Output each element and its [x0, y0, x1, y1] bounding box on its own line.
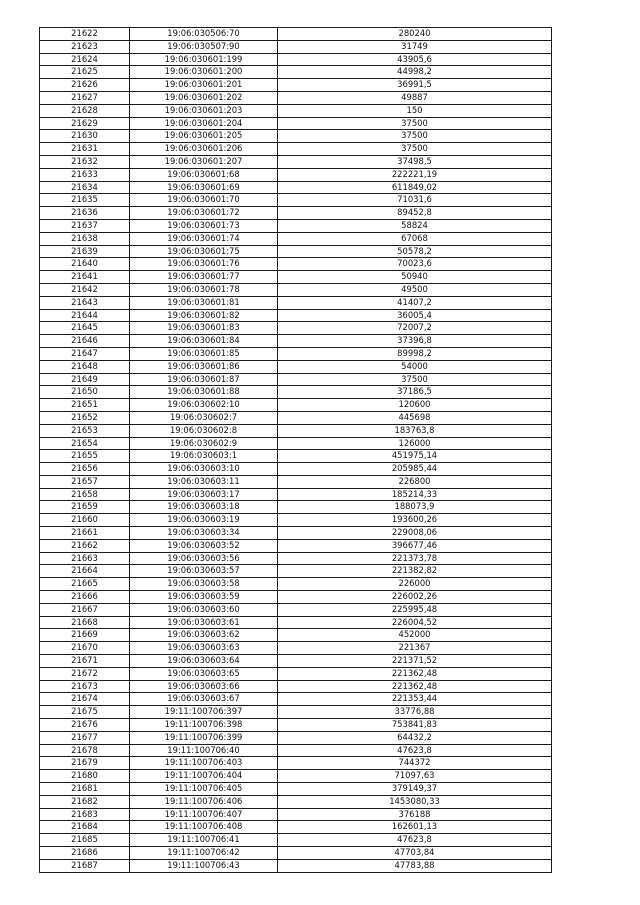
row-number-cell: 21648 — [40, 360, 130, 373]
value-cell: 67068 — [278, 232, 552, 245]
row-number-cell: 21652 — [40, 411, 130, 424]
table-row — [40, 373, 552, 386]
table-row — [40, 245, 552, 258]
cadastral-number-cell: 19:06:030601:200 — [130, 66, 278, 79]
table-row — [40, 53, 552, 66]
value-cell: 226000 — [278, 578, 552, 591]
cadastral-number-cell: 19:11:100706:403 — [130, 757, 278, 770]
table-row — [40, 463, 552, 476]
cadastral-number-cell: 19:11:100706:404 — [130, 770, 278, 783]
row-number-cell: 21649 — [40, 373, 130, 386]
row-number-cell: 21642 — [40, 283, 130, 296]
row-number-cell: 21670 — [40, 642, 130, 655]
value-cell: 183763,8 — [278, 424, 552, 437]
cadastral-number-cell: 19:06:030603:18 — [130, 501, 278, 514]
table-row — [40, 770, 552, 783]
row-number-cell: 21651 — [40, 399, 130, 412]
value-cell: 47623,8 — [278, 744, 552, 757]
row-number-cell: 21668 — [40, 616, 130, 629]
row-number-cell: 21662 — [40, 539, 130, 552]
cadastral-number-cell: 19:11:100706:40 — [130, 744, 278, 757]
row-number-cell: 21681 — [40, 783, 130, 796]
row-number-cell: 21644 — [40, 309, 130, 322]
value-cell: 226800 — [278, 475, 552, 488]
table-row — [40, 66, 552, 79]
cadastral-number-cell: 19:11:100706:407 — [130, 808, 278, 821]
cadastral-number-cell: 19:06:030603:63 — [130, 642, 278, 655]
row-number-cell: 21638 — [40, 232, 130, 245]
table-row — [40, 258, 552, 271]
row-number-cell: 21626 — [40, 79, 130, 92]
table-row — [40, 232, 552, 245]
row-number-cell: 21625 — [40, 66, 130, 79]
row-number-cell: 21678 — [40, 744, 130, 757]
value-cell: 44998,2 — [278, 66, 552, 79]
row-number-cell: 21676 — [40, 719, 130, 732]
table-row — [40, 552, 552, 565]
row-number-cell: 21671 — [40, 655, 130, 668]
row-number-cell: 21667 — [40, 603, 130, 616]
table-row — [40, 847, 552, 860]
table-row — [40, 104, 552, 117]
value-cell: 54000 — [278, 360, 552, 373]
table-row — [40, 219, 552, 232]
cadastral-number-cell: 19:06:030603:17 — [130, 488, 278, 501]
table-row — [40, 744, 552, 757]
value-cell: 452000 — [278, 629, 552, 642]
table-row — [40, 808, 552, 821]
cadastral-number-cell: 19:11:100706:397 — [130, 706, 278, 719]
cadastral-number-cell: 19:11:100706:408 — [130, 821, 278, 834]
row-number-cell: 21686 — [40, 847, 130, 860]
row-number-cell: 21623 — [40, 40, 130, 53]
table-row — [40, 143, 552, 156]
cadastral-number-cell: 19:06:030603:60 — [130, 603, 278, 616]
row-number-cell: 21641 — [40, 271, 130, 284]
row-number-cell: 21633 — [40, 168, 130, 181]
value-cell: 185214,33 — [278, 488, 552, 501]
value-cell: 221362,48 — [278, 680, 552, 693]
value-cell: 611849,02 — [278, 181, 552, 194]
row-number-cell: 21622 — [40, 28, 130, 41]
row-number-cell: 21655 — [40, 450, 130, 463]
cadastral-number-cell: 19:06:030601:201 — [130, 79, 278, 92]
cadastral-number-cell: 19:06:030601:76 — [130, 258, 278, 271]
row-number-cell: 21665 — [40, 578, 130, 591]
cadastral-number-cell: 19:06:030601:69 — [130, 181, 278, 194]
value-cell: 221353,44 — [278, 693, 552, 706]
cadastral-number-cell: 19:06:030602:8 — [130, 424, 278, 437]
table-row — [40, 706, 552, 719]
cadastral-number-cell: 19:06:030601:78 — [130, 283, 278, 296]
cadastral-number-cell: 19:06:030603:56 — [130, 552, 278, 565]
row-number-cell: 21647 — [40, 347, 130, 360]
table-row — [40, 821, 552, 834]
value-cell: 31749 — [278, 40, 552, 53]
cadastral-number-cell: 19:06:030601:72 — [130, 207, 278, 220]
row-number-cell: 21677 — [40, 731, 130, 744]
cadastral-number-cell: 19:06:030603:1 — [130, 450, 278, 463]
cadastral-number-cell: 19:06:030601:77 — [130, 271, 278, 284]
row-number-cell: 21657 — [40, 475, 130, 488]
value-cell: 71097,63 — [278, 770, 552, 783]
cadastral-number-cell: 19:06:030601:207 — [130, 155, 278, 168]
value-cell: 744372 — [278, 757, 552, 770]
table-row — [40, 117, 552, 130]
table-row — [40, 283, 552, 296]
table-row — [40, 719, 552, 732]
table-row — [40, 360, 552, 373]
cadastral-number-cell: 19:06:030603:57 — [130, 565, 278, 578]
value-cell: 72007,2 — [278, 322, 552, 335]
row-number-cell: 21672 — [40, 667, 130, 680]
table-row — [40, 731, 552, 744]
cadastral-number-cell: 19:06:030601:85 — [130, 347, 278, 360]
row-number-cell: 21650 — [40, 386, 130, 399]
value-cell: 37186,5 — [278, 386, 552, 399]
cadastral-number-cell: 19:11:100706:406 — [130, 795, 278, 808]
cadastral-number-cell: 19:11:100706:405 — [130, 783, 278, 796]
value-cell: 70023,6 — [278, 258, 552, 271]
value-cell: 396677,46 — [278, 539, 552, 552]
cadastral-number-cell: 19:06:030601:75 — [130, 245, 278, 258]
row-number-cell: 21654 — [40, 437, 130, 450]
table-row — [40, 40, 552, 53]
value-cell: 280240 — [278, 28, 552, 41]
row-number-cell: 21639 — [40, 245, 130, 258]
row-number-cell: 21653 — [40, 424, 130, 437]
cadastral-number-cell: 19:06:030602:9 — [130, 437, 278, 450]
table-row — [40, 79, 552, 92]
value-cell: 36005,4 — [278, 309, 552, 322]
value-cell: 188073,9 — [278, 501, 552, 514]
cadastral-number-cell: 19:06:030601:203 — [130, 104, 278, 117]
row-number-cell: 21687 — [40, 859, 130, 872]
value-cell: 226004,52 — [278, 616, 552, 629]
value-cell: 221373,78 — [278, 552, 552, 565]
cadastral-number-cell: 19:11:100706:43 — [130, 859, 278, 872]
table-row — [40, 386, 552, 399]
row-number-cell: 21674 — [40, 693, 130, 706]
cadastral-number-cell: 19:06:030603:34 — [130, 527, 278, 540]
value-cell: 89452,8 — [278, 207, 552, 220]
table-row — [40, 488, 552, 501]
table-row — [40, 450, 552, 463]
value-cell: 49500 — [278, 283, 552, 296]
cadastral-number-cell: 19:06:030601:70 — [130, 194, 278, 207]
row-number-cell: 21627 — [40, 91, 130, 104]
cadastral-number-cell: 19:06:030603:58 — [130, 578, 278, 591]
value-cell: 33776,88 — [278, 706, 552, 719]
table-row — [40, 565, 552, 578]
row-number-cell: 21684 — [40, 821, 130, 834]
value-cell: 221367 — [278, 642, 552, 655]
table-row — [40, 859, 552, 872]
cadastral-number-cell: 19:06:030603:11 — [130, 475, 278, 488]
value-cell: 71031,6 — [278, 194, 552, 207]
row-number-cell: 21679 — [40, 757, 130, 770]
value-cell: 41407,2 — [278, 296, 552, 309]
table-row — [40, 616, 552, 629]
row-number-cell: 21660 — [40, 514, 130, 527]
cadastral-number-cell: 19:06:030603:10 — [130, 463, 278, 476]
value-cell: 89998,2 — [278, 347, 552, 360]
table-row — [40, 271, 552, 284]
value-cell: 37500 — [278, 117, 552, 130]
value-cell: 50940 — [278, 271, 552, 284]
cadastral-number-cell: 19:06:030603:65 — [130, 667, 278, 680]
row-number-cell: 21673 — [40, 680, 130, 693]
row-number-cell: 21661 — [40, 527, 130, 540]
row-number-cell: 21630 — [40, 130, 130, 143]
cadastral-number-cell: 19:06:030602:7 — [130, 411, 278, 424]
cadastral-number-cell: 19:06:030603:66 — [130, 680, 278, 693]
value-cell: 226002,26 — [278, 591, 552, 604]
cadastral-number-cell: 19:06:030601:82 — [130, 309, 278, 322]
value-cell: 37498,5 — [278, 155, 552, 168]
cadastral-value-table — [39, 27, 552, 873]
table-row — [40, 130, 552, 143]
value-cell: 43905,6 — [278, 53, 552, 66]
row-number-cell: 21680 — [40, 770, 130, 783]
row-number-cell: 21656 — [40, 463, 130, 476]
row-number-cell: 21664 — [40, 565, 130, 578]
value-cell: 229008,06 — [278, 527, 552, 540]
value-cell: 225995,48 — [278, 603, 552, 616]
cadastral-number-cell: 19:11:100706:398 — [130, 719, 278, 732]
cadastral-number-cell: 19:06:030506:70 — [130, 28, 278, 41]
table-row — [40, 194, 552, 207]
cadastral-number-cell: 19:06:030603:59 — [130, 591, 278, 604]
row-number-cell: 21637 — [40, 219, 130, 232]
table-row — [40, 642, 552, 655]
cadastral-number-cell: 19:06:030601:202 — [130, 91, 278, 104]
cadastral-number-cell: 19:06:030603:19 — [130, 514, 278, 527]
table-row — [40, 578, 552, 591]
value-cell: 379149,37 — [278, 783, 552, 796]
value-cell: 47703,84 — [278, 847, 552, 860]
table-row — [40, 28, 552, 41]
table-row — [40, 501, 552, 514]
value-cell: 58824 — [278, 219, 552, 232]
table-row — [40, 539, 552, 552]
cadastral-number-cell: 19:06:030601:84 — [130, 335, 278, 348]
cadastral-number-cell: 19:06:030507:90 — [130, 40, 278, 53]
table-row — [40, 437, 552, 450]
cadastral-number-cell: 19:06:030603:62 — [130, 629, 278, 642]
row-number-cell: 21675 — [40, 706, 130, 719]
table-row — [40, 834, 552, 847]
cadastral-number-cell: 19:06:030603:64 — [130, 655, 278, 668]
value-cell: 37500 — [278, 130, 552, 143]
value-cell: 120600 — [278, 399, 552, 412]
cadastral-number-cell: 19:06:030603:67 — [130, 693, 278, 706]
row-number-cell: 21635 — [40, 194, 130, 207]
table-body — [40, 28, 552, 873]
table-row — [40, 296, 552, 309]
cadastral-number-cell: 19:06:030601:87 — [130, 373, 278, 386]
value-cell: 47623,8 — [278, 834, 552, 847]
row-number-cell: 21682 — [40, 795, 130, 808]
row-number-cell: 21685 — [40, 834, 130, 847]
value-cell: 221382,82 — [278, 565, 552, 578]
row-number-cell: 21669 — [40, 629, 130, 642]
value-cell: 753841,83 — [278, 719, 552, 732]
cadastral-number-cell: 19:06:030601:81 — [130, 296, 278, 309]
value-cell: 451975,14 — [278, 450, 552, 463]
cadastral-number-cell: 19:06:030603:61 — [130, 616, 278, 629]
table-row — [40, 475, 552, 488]
table-row — [40, 629, 552, 642]
value-cell: 50578,2 — [278, 245, 552, 258]
row-number-cell: 21658 — [40, 488, 130, 501]
table-row — [40, 655, 552, 668]
table-row — [40, 91, 552, 104]
table-row — [40, 411, 552, 424]
value-cell: 47783,88 — [278, 859, 552, 872]
row-number-cell: 21632 — [40, 155, 130, 168]
cadastral-number-cell: 19:11:100706:399 — [130, 731, 278, 744]
table-row — [40, 155, 552, 168]
value-cell: 37500 — [278, 143, 552, 156]
cadastral-number-cell: 19:06:030602:10 — [130, 399, 278, 412]
table-row — [40, 667, 552, 680]
row-number-cell: 21643 — [40, 296, 130, 309]
row-number-cell: 21683 — [40, 808, 130, 821]
row-number-cell: 21640 — [40, 258, 130, 271]
value-cell: 445698 — [278, 411, 552, 424]
value-cell: 150 — [278, 104, 552, 117]
value-cell: 221362,48 — [278, 667, 552, 680]
cadastral-number-cell: 19:06:030601:206 — [130, 143, 278, 156]
row-number-cell: 21631 — [40, 143, 130, 156]
cadastral-number-cell: 19:06:030601:205 — [130, 130, 278, 143]
value-cell: 37396,8 — [278, 335, 552, 348]
row-number-cell: 21666 — [40, 591, 130, 604]
table-row — [40, 514, 552, 527]
value-cell: 37500 — [278, 373, 552, 386]
value-cell: 221371,52 — [278, 655, 552, 668]
table-row — [40, 335, 552, 348]
row-number-cell: 21634 — [40, 181, 130, 194]
cadastral-number-cell: 19:06:030601:74 — [130, 232, 278, 245]
table-row — [40, 399, 552, 412]
row-number-cell: 21636 — [40, 207, 130, 220]
table-row — [40, 347, 552, 360]
table-row — [40, 591, 552, 604]
cadastral-number-cell: 19:06:030601:83 — [130, 322, 278, 335]
row-number-cell: 21629 — [40, 117, 130, 130]
cadastral-number-cell: 19:11:100706:41 — [130, 834, 278, 847]
cadastral-number-cell: 19:06:030601:86 — [130, 360, 278, 373]
row-number-cell: 21645 — [40, 322, 130, 335]
value-cell: 222221,19 — [278, 168, 552, 181]
value-cell: 193600,26 — [278, 514, 552, 527]
cadastral-number-cell: 19:06:030601:204 — [130, 117, 278, 130]
table-row — [40, 322, 552, 335]
value-cell: 376188 — [278, 808, 552, 821]
value-cell: 36991,5 — [278, 79, 552, 92]
row-number-cell: 21624 — [40, 53, 130, 66]
cadastral-number-cell: 19:06:030601:68 — [130, 168, 278, 181]
cadastral-number-cell: 19:06:030601:73 — [130, 219, 278, 232]
table-row — [40, 181, 552, 194]
cadastral-number-cell: 19:06:030601:88 — [130, 386, 278, 399]
table-row — [40, 424, 552, 437]
cadastral-number-cell: 19:06:030603:52 — [130, 539, 278, 552]
value-cell: 162601,13 — [278, 821, 552, 834]
value-cell: 126000 — [278, 437, 552, 450]
value-cell: 49887 — [278, 91, 552, 104]
table-row — [40, 783, 552, 796]
table-row — [40, 795, 552, 808]
table-row — [40, 168, 552, 181]
table-row — [40, 309, 552, 322]
table-row — [40, 603, 552, 616]
row-number-cell: 21663 — [40, 552, 130, 565]
row-number-cell: 21646 — [40, 335, 130, 348]
value-cell: 205985,44 — [278, 463, 552, 476]
value-cell: 1453080,33 — [278, 795, 552, 808]
value-cell: 64432,2 — [278, 731, 552, 744]
table-row — [40, 693, 552, 706]
cadastral-number-cell: 19:06:030601:199 — [130, 53, 278, 66]
row-number-cell: 21628 — [40, 104, 130, 117]
table-row — [40, 680, 552, 693]
table-row — [40, 207, 552, 220]
row-number-cell: 21659 — [40, 501, 130, 514]
cadastral-number-cell: 19:11:100706:42 — [130, 847, 278, 860]
table-row — [40, 527, 552, 540]
table-row — [40, 757, 552, 770]
